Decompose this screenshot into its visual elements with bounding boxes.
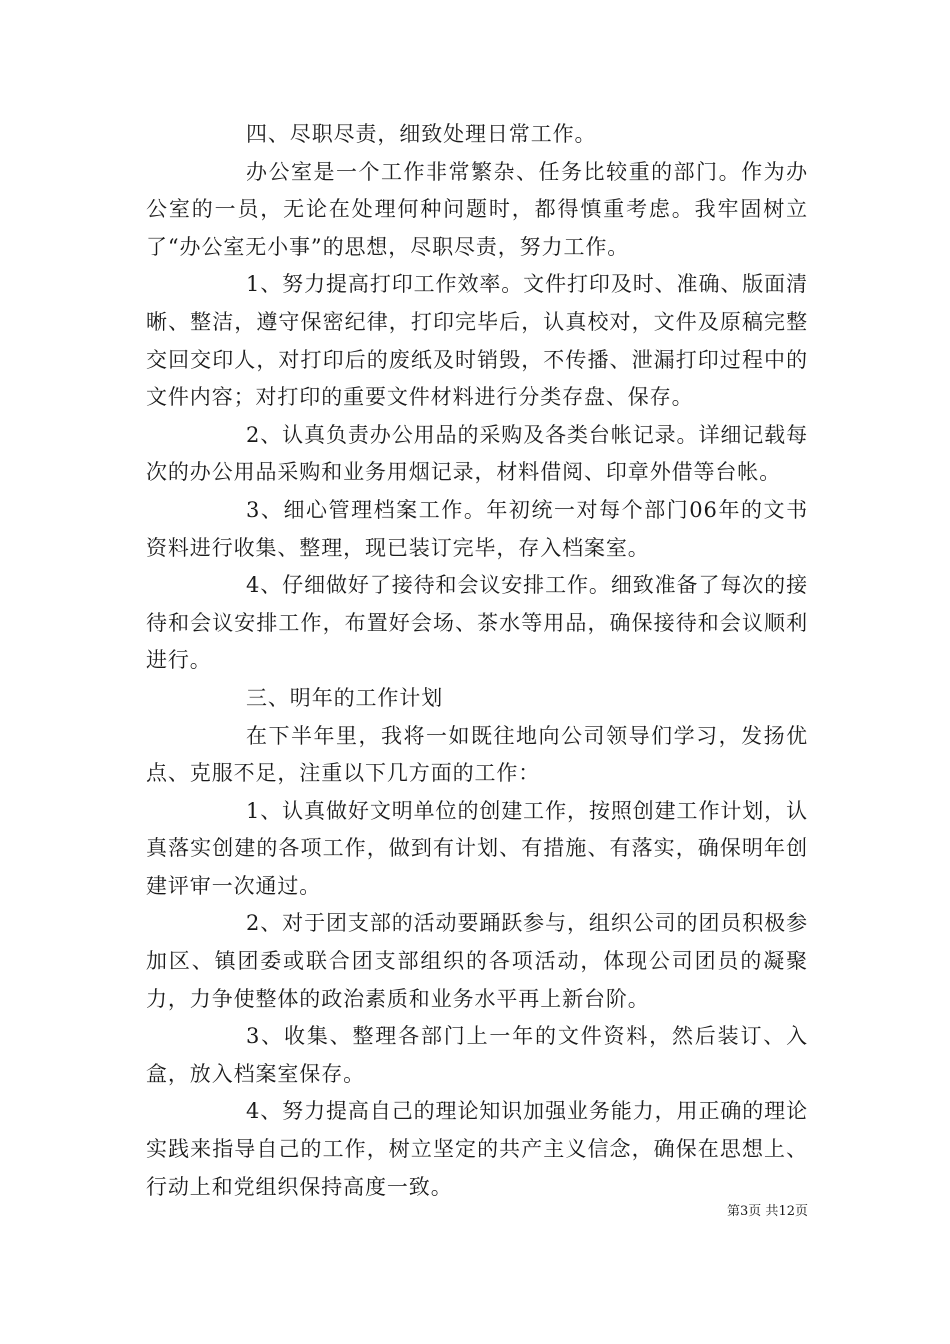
list-item-reception: 4、仔细做好了接待和会议安排工作。细致准备了每次的接待和会议安排工作，布置好会场、茶水等用品，确保接待和会议顺利进行。 (146, 573, 808, 673)
total-page-count: 12 (778, 1204, 795, 1219)
list-item-archives: 3、细心管理档案工作。年初统一对每个部门06年的文书资料进行收集、整理，现已装订完毕，存入档案室。 (146, 497, 808, 560)
list-item-civilization: 1、认真做好文明单位的创建工作，按照创建工作计划，认真落实创建的各项工作，做到有计划、有措施、有落实，确保明年创建评审一次通过。 (146, 798, 808, 898)
footer-middle: 页 共 (748, 1204, 779, 1219)
document-body (146, 116, 808, 1206)
list-item-supplies: 2、认真负责办公用品的采购及各类台帐记录。详细记载每次的办公用品采购和业务用烟记录，材料借阅、印章外借等台帐。 (146, 422, 808, 485)
paragraph: 在下半年里，我将一如既往地向公司领导们学习，发扬优点、克服不足，注重以下几方面的工作： (146, 723, 808, 786)
list-item-league: 2、对于团支部的活动要踊跃参与，组织公司的团员积极参加区、镇团委或联合团支部组织的各项活动，体现公司团员的凝聚力，力争使整体的政治素质和业务水平再上新台阶。 (146, 911, 808, 1011)
current-page-number: 3 (740, 1204, 749, 1219)
section-heading-duties: 四、尽职尽责，细致处理日常工作。 (246, 122, 597, 146)
section-heading-plan: 三、明年的工作计划 (246, 685, 444, 710)
footer-suffix: 页 (794, 1204, 808, 1219)
page-number-footer (727, 1203, 808, 1221)
list-item-printing: 1、努力提高打印工作效率。文件打印及时、准确、版面清晰、整洁，遵守保密纪律，打印完毕后，认真校对，文件及原稿完整交回交印人，对打印后的废纸及时销毁，不传播、泄漏打印过程中的文件内容；对打印的重要文件材料进行分类存盘、保存。 (146, 272, 808, 410)
paragraph: 办公室是一个工作非常繁杂、任务比较重的部门。作为办公室的一员，无论在处理何种问题时，都得慎重考虑。我牢固树立了“办公室无小事”的思想，尽职尽责，努力工作。 (146, 159, 808, 259)
footer-prefix: 第 (727, 1204, 741, 1219)
list-item-theory: 4、努力提高自己的理论知识加强业务能力，用正确的理论实践来指导自己的工作，树立坚定的共产主义信念，确保在思想上、行动上和党组织保持高度一致。 (146, 1099, 808, 1199)
list-item-documents: 3、收集、整理各部门上一年的文件资料，然后装订、入盒，放入档案室保存。 (146, 1024, 808, 1086)
